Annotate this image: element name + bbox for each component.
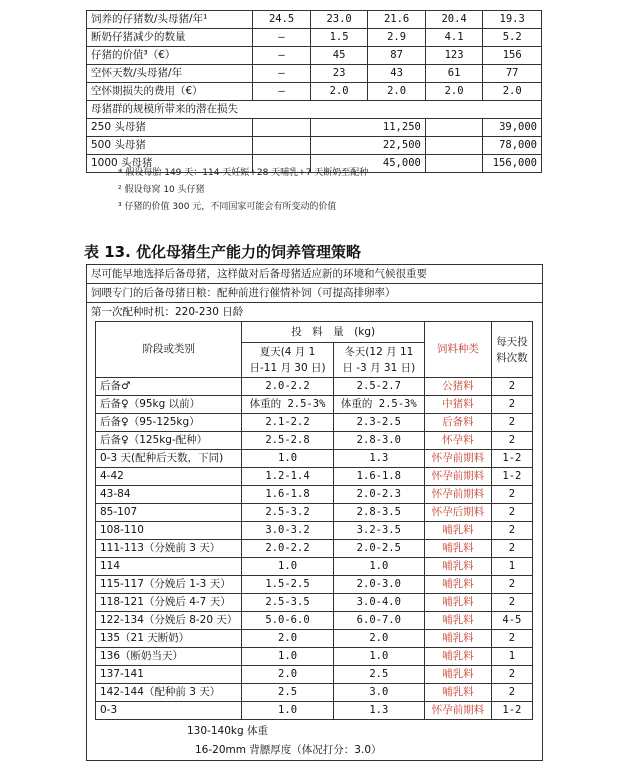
feeding-strategy-box [86, 264, 543, 761]
times-per-day: 1-2 [491, 702, 532, 720]
times-per-day: 2 [491, 540, 532, 558]
times-per-day: 2 [491, 594, 532, 612]
winter-amount: 2.5-2.7 [333, 378, 424, 396]
stage: 0-3 [96, 702, 242, 720]
row-value: – [253, 65, 311, 83]
row-value: 23.0 [310, 11, 368, 29]
feed-type: 哺乳料 [424, 558, 491, 576]
times-per-day: 1 [491, 648, 532, 666]
row-value: 156 [483, 47, 542, 65]
feed-type: 哺乳料 [424, 666, 491, 684]
times-per-day: 2 [491, 414, 532, 432]
footnote-2: ² 假设每窝 10 头仔猪 [118, 185, 205, 195]
winter-amount: 2.0 [333, 630, 424, 648]
stage: 142-144（配种前 3 天） [96, 684, 242, 702]
summer-amount: 1.2-1.4 [242, 468, 333, 486]
feed-type: 中猪料 [424, 396, 491, 414]
row-value: – [253, 29, 311, 47]
times-per-day: 2 [491, 576, 532, 594]
times-per-day: 2 [491, 396, 532, 414]
winter-amount: 1.6-1.8 [333, 468, 424, 486]
feeding-row [96, 486, 533, 504]
header-summer: 夏天(4 月 1 日-11 月 30 日) [242, 343, 333, 378]
feeding-row [96, 504, 533, 522]
winter-amount: 2.8-3.0 [333, 432, 424, 450]
times-per-day: 4-5 [491, 612, 532, 630]
winter-amount: 3.0 [333, 684, 424, 702]
times-per-day: 2 [491, 432, 532, 450]
feed-type: 怀孕前期料 [424, 702, 491, 720]
summer-amount: 1.0 [242, 702, 333, 720]
herd-size: 250 头母猪 [87, 119, 253, 137]
loss-value-a: 11,250 [310, 119, 425, 137]
times-per-day: 2 [491, 486, 532, 504]
feeding-row [96, 684, 533, 702]
row-value: 87 [368, 47, 426, 65]
stage: 0-3 天(配种后天数，下同) [96, 450, 242, 468]
feeding-row [96, 558, 533, 576]
feeding-row [96, 576, 533, 594]
feed-type: 怀孕前期料 [424, 450, 491, 468]
times-per-day: 2 [491, 504, 532, 522]
feed-type: 怀孕后期料 [424, 504, 491, 522]
loss-value-a: 45,000 [310, 155, 425, 173]
header-amount: 投 料 量 (kg) [242, 322, 425, 343]
stage: 111-113（分娩前 3 天） [96, 540, 242, 558]
times-per-day: 1-2 [491, 468, 532, 486]
strategy-line-1: 尽可能早地选择后备母猪，这样做对后备母猪适应新的环境和气候很重要 [87, 265, 542, 284]
winter-amount: 2.3-2.5 [333, 414, 424, 432]
summer-amount: 2.5-2.8 [242, 432, 333, 450]
loss-table-row [87, 65, 542, 83]
feed-type: 怀孕前期料 [424, 468, 491, 486]
winter-amount: 3.0-4.0 [333, 594, 424, 612]
feed-type: 哺乳料 [424, 522, 491, 540]
loss-table-row [87, 83, 542, 101]
feeding-table [95, 321, 533, 720]
row-value: 45 [310, 47, 368, 65]
feeding-row [96, 702, 533, 720]
summer-amount: 体重的 2.5-3% [242, 396, 333, 414]
row-value: 2.0 [310, 83, 368, 101]
feeding-row [96, 414, 533, 432]
header-stage: 阶段或类别 [96, 322, 242, 378]
row-value: 2.0 [483, 83, 542, 101]
winter-amount: 1.3 [333, 450, 424, 468]
loss-value-b: 156,000 [483, 155, 542, 173]
feed-type: 后备料 [424, 414, 491, 432]
stage: 122-134（分娩后 8-20 天） [96, 612, 242, 630]
feeding-row [96, 648, 533, 666]
feed-type: 怀孕前期料 [424, 486, 491, 504]
loss-value-b: 39,000 [483, 119, 542, 137]
row-value: 5.2 [483, 29, 542, 47]
stage: 118-121（分娩后 4-7 天） [96, 594, 242, 612]
winter-amount: 2.0-2.5 [333, 540, 424, 558]
stage: 136（断奶当天） [96, 648, 242, 666]
summer-amount: 1.0 [242, 648, 333, 666]
times-per-day: 2 [491, 378, 532, 396]
row-value: 4.1 [425, 29, 483, 47]
stage: 后备♀（95kg 以前） [96, 396, 242, 414]
loss-value-b: 78,000 [483, 137, 542, 155]
feed-type: 哺乳料 [424, 540, 491, 558]
row-label: 断奶仔猪减少的数量 [87, 29, 253, 47]
row-value: 24.5 [253, 11, 311, 29]
stage: 后备♀（95-125kg） [96, 414, 242, 432]
row-value: 61 [425, 65, 483, 83]
feed-type: 哺乳料 [424, 648, 491, 666]
row-label: 仔猪的价值³（€） [87, 47, 253, 65]
feed-type: 哺乳料 [424, 612, 491, 630]
stage: 114 [96, 558, 242, 576]
loss-size-row [87, 137, 542, 155]
loss-section-title: 母猪群的规模所带来的潜在损失 [87, 101, 542, 119]
stage: 后备♂ [96, 378, 242, 396]
summer-amount: 5.0-6.0 [242, 612, 333, 630]
summer-amount: 2.0 [242, 666, 333, 684]
summer-amount: 1.5-2.5 [242, 576, 333, 594]
row-value: 2.0 [425, 83, 483, 101]
summer-amount: 1.0 [242, 558, 333, 576]
times-per-day: 2 [491, 522, 532, 540]
stage: 135（21 天断奶） [96, 630, 242, 648]
summer-amount: 2.5-3.2 [242, 504, 333, 522]
feeding-row [96, 468, 533, 486]
footnotes [118, 165, 368, 216]
table13-title: 表 13. 优化母猪生产能力的饲养管理策略 [84, 243, 362, 261]
row-label: 空怀期损失的费用（€） [87, 83, 253, 101]
winter-amount: 1.0 [333, 648, 424, 666]
winter-amount: 2.5 [333, 666, 424, 684]
feeding-row [96, 540, 533, 558]
header-times: 每天投料次数 [491, 322, 532, 378]
winter-amount: 6.0-7.0 [333, 612, 424, 630]
footnote-1: * 假设每胎 149 天：114 天妊娠+28 天哺乳+7 天断奶至配种 [118, 168, 369, 178]
feeding-row [96, 666, 533, 684]
row-label: 空怀天数/头母猪/年 [87, 65, 253, 83]
row-value: – [253, 83, 311, 101]
header-feed: 饲料种类 [424, 322, 491, 378]
feed-type: 公猪料 [424, 378, 491, 396]
stage: 后备♀（125kg-配种） [96, 432, 242, 450]
summer-amount: 2.0 [242, 630, 333, 648]
strategy-line-2: 饲喂专门的后备母猪日粮：配种前进行催情补饲（可提高排卵率） [87, 284, 542, 303]
feeding-row [96, 396, 533, 414]
row-value: 23 [310, 65, 368, 83]
times-per-day: 2 [491, 666, 532, 684]
feeding-row [96, 378, 533, 396]
stage: 137-141 [96, 666, 242, 684]
winter-amount: 1.0 [333, 558, 424, 576]
row-value: 43 [368, 65, 426, 83]
loss-value-a: 22,500 [310, 137, 425, 155]
winter-amount: 2.0-2.3 [333, 486, 424, 504]
footer-weight: 130-140kg 体重 [187, 725, 268, 737]
row-label: 饲养的仔猪数/头母猪/年¹ [87, 11, 253, 29]
footer-backfat: 16-20mm 背膘厚度（体况打分：3.0） [195, 744, 382, 756]
feed-type: 哺乳料 [424, 594, 491, 612]
winter-amount: 1.3 [333, 702, 424, 720]
winter-amount: 体重的 2.5-3% [333, 396, 424, 414]
loss-table-row [87, 47, 542, 65]
summer-amount: 3.0-3.2 [242, 522, 333, 540]
stage: 85-107 [96, 504, 242, 522]
times-per-day: 2 [491, 684, 532, 702]
summer-amount: 2.1-2.2 [242, 414, 333, 432]
summer-amount: 2.5-3.5 [242, 594, 333, 612]
feed-type: 怀孕料 [424, 432, 491, 450]
herd-size: 1000 头母猪 [87, 155, 253, 173]
times-per-day: 2 [491, 630, 532, 648]
row-value: 123 [425, 47, 483, 65]
header-winter: 冬天(12 月 11 日 -3 月 31 日) [333, 343, 424, 378]
summer-amount: 1.6-1.8 [242, 486, 333, 504]
stage: 4-42 [96, 468, 242, 486]
loss-table-row [87, 11, 542, 29]
row-value: 1.5 [310, 29, 368, 47]
times-per-day: 1 [491, 558, 532, 576]
herd-size: 500 头母猪 [87, 137, 253, 155]
feed-type: 哺乳料 [424, 576, 491, 594]
strategy-line-3: 第一次配种时机：220-230 日龄 [91, 306, 244, 318]
feeding-row [96, 612, 533, 630]
summer-amount: 2.0-2.2 [242, 378, 333, 396]
loss-table-row [87, 29, 542, 47]
summer-amount: 2.0-2.2 [242, 540, 333, 558]
row-value: 20.4 [425, 11, 483, 29]
feeding-row [96, 594, 533, 612]
row-value: 77 [483, 65, 542, 83]
feeding-row [96, 522, 533, 540]
times-per-day: 1-2 [491, 450, 532, 468]
feeding-row [96, 432, 533, 450]
winter-amount: 2.0-3.0 [333, 576, 424, 594]
feeding-row [96, 450, 533, 468]
row-value: 19.3 [483, 11, 542, 29]
loss-table [86, 10, 542, 173]
stage: 108-110 [96, 522, 242, 540]
feeding-row [96, 630, 533, 648]
feed-type: 哺乳料 [424, 630, 491, 648]
winter-amount: 2.8-3.5 [333, 504, 424, 522]
loss-size-row [87, 119, 542, 137]
summer-amount: 2.5 [242, 684, 333, 702]
stage: 115-117（分娩后 1-3 天） [96, 576, 242, 594]
row-value: 2.9 [368, 29, 426, 47]
row-value: 2.0 [368, 83, 426, 101]
footnote-3: ³ 仔猪的价值 300 元，不同国家可能会有所变动的价值 [118, 202, 337, 212]
summer-amount: 1.0 [242, 450, 333, 468]
row-value: 21.6 [368, 11, 426, 29]
winter-amount: 3.2-3.5 [333, 522, 424, 540]
feed-type: 哺乳料 [424, 684, 491, 702]
row-value: – [253, 47, 311, 65]
stage: 43-84 [96, 486, 242, 504]
